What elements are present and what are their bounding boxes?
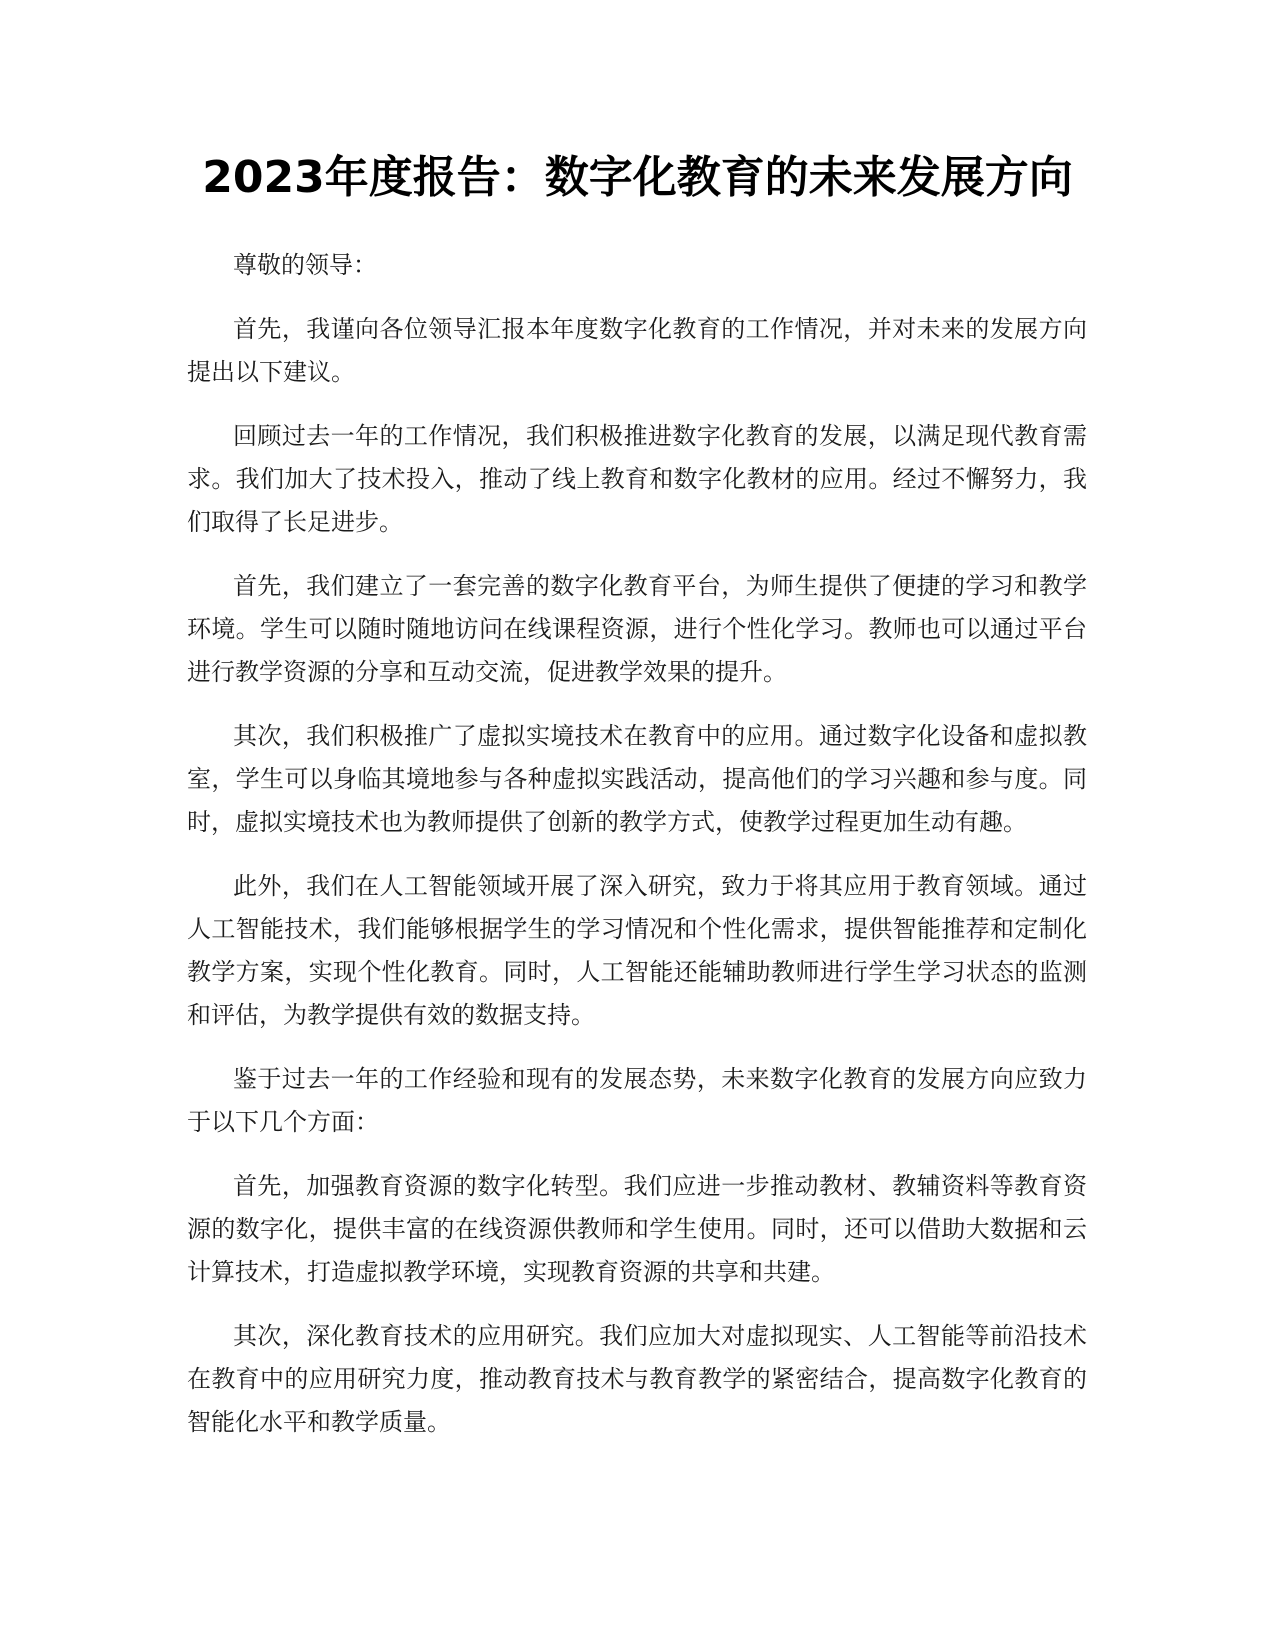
paragraph: 首先，加强教育资源的数字化转型。我们应进一步推动教材、教辅资料等教育资源的数字化，提供丰富的在线资源供教师和学生使用。同时，还可以借助大数据和云计算技术，打造虚拟教学环境，实现教育资源的共享和共建。 (187, 1172, 1087, 1286)
paragraph: 首先，我谨向各位领导汇报本年度数字化教育的工作情况，并对未来的发展方向提出以下建议。 (187, 315, 1087, 386)
document-body (187, 244, 1087, 1465)
paragraph: 回顾过去一年的工作情况，我们积极推进数字化教育的发展，以满足现代教育需求。我们加大了技术投入，推动了线上教育和数字化教材的应用。经过不懈努力，我们取得了长足进步。 (187, 422, 1087, 536)
paragraph: 此外，我们在人工智能领域开展了深入研究，致力于将其应用于教育领域。通过人工智能技术，我们能够根据学生的学习情况和个性化需求，提供智能推荐和定制化教学方案，实现个性化教育。同时，人工智能还能辅助教师进行学生学习状态的监测和评估，为教学提供有效的数据支持。 (187, 872, 1087, 1029)
paragraph: 其次，我们积极推广了虚拟实境技术在教育中的应用。通过数字化设备和虚拟教室，学生可以身临其境地参与各种虚拟实践活动，提高他们的学习兴趣和参与度。同时，虚拟实境技术也为教师提供了创新的教学方式，使教学过程更加生动有趣。 (187, 722, 1087, 836)
paragraph: 鉴于过去一年的工作经验和现有的发展态势，未来数字化教育的发展方向应致力于以下几个方面： (187, 1065, 1087, 1136)
document-title: 2023年度报告：数字化教育的未来发展方向 (202, 152, 1073, 203)
paragraph: 首先，我们建立了一套完善的数字化教育平台，为师生提供了便捷的学习和教学环境。学生可以随时随地访问在线课程资源，进行个性化学习。教师也可以通过平台进行教学资源的分享和互动交流，促进教学效果的提升。 (187, 572, 1087, 686)
salutation: 尊敬的领导： (233, 251, 377, 279)
paragraph: 其次，深化教育技术的应用研究。我们应加大对虚拟现实、人工智能等前沿技术在教育中的应用研究力度，推动教育技术与教育教学的紧密结合，提高数字化教育的智能化水平和教学质量。 (187, 1322, 1087, 1436)
